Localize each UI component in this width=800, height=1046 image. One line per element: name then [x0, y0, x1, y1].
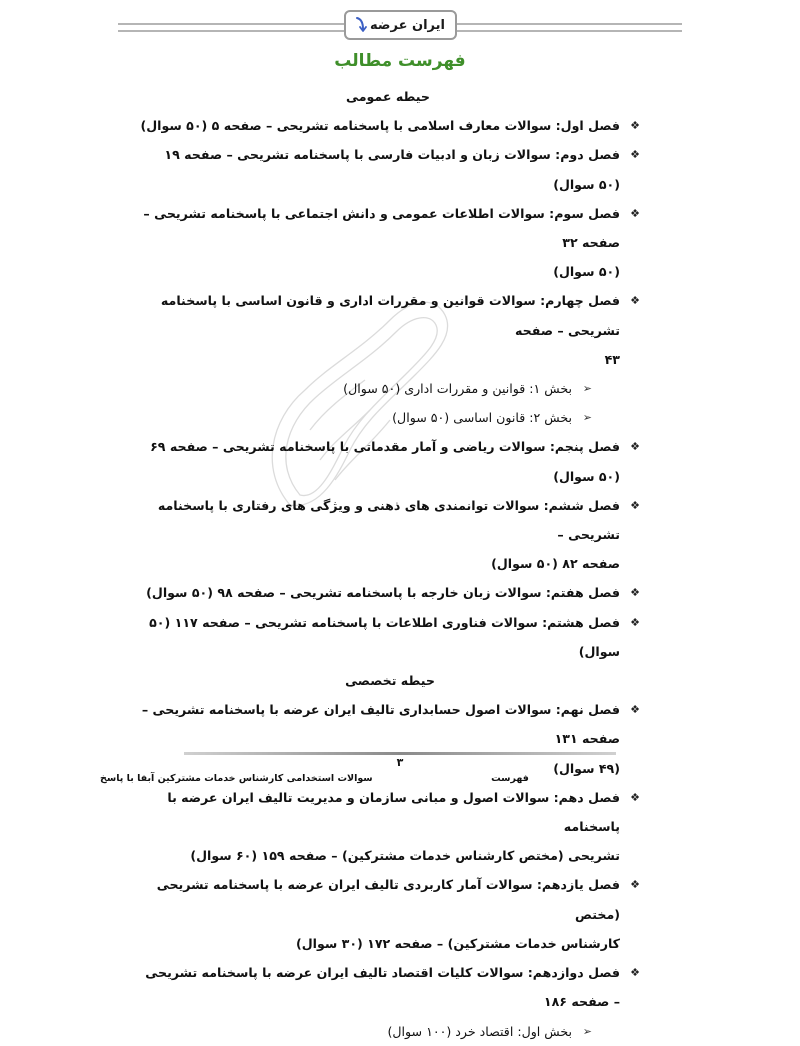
logo-text: ایران عرضه [370, 17, 445, 33]
toc-entry-chapter-12[interactable] [140, 958, 640, 1016]
toc-subentry-part-1[interactable] [140, 374, 640, 403]
four-diamond-bullet-icon: ❖ [630, 586, 640, 600]
toc-entry-continuation: (۵۰ سوال) [553, 264, 620, 280]
toc-entry-chapter-5[interactable] [140, 432, 640, 490]
toc-entry-chapter-8[interactable] [140, 608, 640, 666]
arrow-bullet-icon: ➢ [582, 382, 592, 396]
toc-entry-continuation: ۴۳ [604, 351, 620, 367]
toc-entry-chapter-2[interactable] [140, 140, 640, 198]
toc-entry-chapter-10[interactable] [140, 783, 640, 871]
footer-rule [184, 752, 616, 755]
toc-entry-text: فصل دهم: سوالات اصول و مبانی سازمان و مدیریت تالیف ایران عرضه با پاسخنامه [167, 789, 620, 835]
toc-entry-text: فصل اول: سوالات معارف اسلامی با پاسخنامه تشریحی – صفحه ۵ (۵۰ سوال) [140, 118, 620, 134]
toc-entry-chapter-6[interactable] [140, 491, 640, 579]
four-diamond-bullet-icon: ❖ [630, 148, 640, 162]
toc-entry-chapter-4[interactable] [140, 286, 640, 374]
toc-entry-text: فصل سوم: سوالات اطلاعات عمومی و دانش اجتماعی با پاسخنامه تشریحی – صفحه ۳۲ [143, 205, 620, 251]
four-diamond-bullet-icon: ❖ [630, 703, 640, 717]
section-heading-specialized: حیطه تخصصی [345, 673, 435, 689]
header-rule-left [118, 23, 344, 32]
toc-subentry-text: بخش اول: اقتصاد خرد (۱۰۰ سوال) [387, 1023, 572, 1039]
four-diamond-bullet-icon: ❖ [630, 790, 640, 804]
toc-entry-text: فصل ششم: سوالات توانمندی های ذهنی و ویژگی های رفتاری با پاسخنامه تشریحی – [157, 497, 620, 543]
toc-entry-text: فصل چهارم: سوالات قوانین و مقررات اداری و قانون اساسی با پاسخنامه تشریحی – صفحه [160, 293, 620, 338]
toc-entry-chapter-1[interactable] [140, 111, 640, 140]
toc-entry-continuation: تشریحی (مختص کارشناس خدمات مشترکین) – صفحه ۱۵۹ (۶۰ سوال) [190, 848, 620, 864]
toc-entry-chapter-9[interactable] [140, 695, 640, 783]
toc-entry-chapter-3[interactable] [140, 199, 640, 287]
logo-swoosh-icon [356, 16, 368, 34]
four-diamond-bullet-icon: ❖ [630, 206, 640, 220]
four-diamond-bullet-icon: ❖ [630, 440, 640, 454]
toc-entry-continuation: صفحه ۸۲ (۵۰ سوال) [491, 556, 620, 572]
toc-subentry-microeconomics[interactable] [140, 1017, 640, 1046]
section-heading-general: حیطه عمومی [346, 89, 430, 104]
footer-book-title: سوالات استخدامی کارشناس خدمات مشترکین آبفا با پاسخ [100, 773, 373, 784]
toc-entry-text: فصل هفتم: سوالات زبان خارجه با پاسخنامه تشریحی – صفحه ۹۸ (۵۰ سوال) [146, 585, 620, 601]
four-diamond-bullet-icon: ❖ [630, 966, 640, 980]
publisher-logo [344, 10, 457, 40]
toc-entry-text: فصل پنجم: سوالات ریاضی و آمار مقدماتی با پاسخنامه تشریحی – صفحه ۶۹ (۵۰ سوال) [150, 439, 620, 484]
toc-entry-text: فصل دوازدهم: سوالات کلیات اقتصاد تالیف ایران عرضه با پاسخنامه تشریحی – صفحه ۱۸۶ [145, 965, 620, 1010]
toc-subentry-text: بخش ۲: قانون اساسی (۵۰ سوال) [392, 410, 572, 426]
arrow-bullet-icon: ➢ [582, 411, 592, 425]
toc-entry-text: فصل دوم: سوالات زبان و ادبیات فارسی با پاسخنامه تشریحی – صفحه ۱۹ (۵۰ سوال) [164, 147, 620, 192]
toc-entry-chapter-11[interactable] [140, 870, 640, 958]
toc-entry-continuation: (۴۹ سوال) [553, 760, 620, 776]
toc-entry-chapter-7[interactable] [140, 578, 640, 607]
toc-subentry-text: بخش ۱: قوانین و مقررات اداری (۵۰ سوال) [343, 381, 572, 397]
arrow-bullet-icon: ➢ [582, 1024, 592, 1038]
footer-section-label: فهرست [491, 773, 529, 784]
four-diamond-bullet-icon: ❖ [630, 119, 640, 133]
four-diamond-bullet-icon: ❖ [630, 294, 640, 308]
page-title: فهرست مطالب [334, 51, 466, 71]
toc-entry-text: فصل هشتم: سوالات فناوری اطلاعات با پاسخنامه تشریحی – صفحه ۱۱۷ (۵۰ سوال) [149, 614, 620, 659]
four-diamond-bullet-icon: ❖ [630, 615, 640, 629]
four-diamond-bullet-icon: ❖ [630, 498, 640, 512]
page-number: ۳ [396, 756, 404, 769]
toc-entry-continuation: کارشناس خدمات مشترکین) – صفحه ۱۷۲ (۳۰ سوال) [295, 935, 620, 951]
toc-subentry-part-2[interactable] [140, 403, 640, 432]
toc-entry-text: فصل یازدهم: سوالات آمار کاربردی تالیف ایران عرضه با پاسخنامه تشریحی (مختص [156, 877, 620, 922]
toc-entry-text: فصل نهم: سوالات اصول حسابداری تالیف ایران عرضه با پاسخنامه تشریحی – صفحه ۱۳۱ [141, 702, 620, 747]
four-diamond-bullet-icon: ❖ [630, 878, 640, 892]
table-of-contents [140, 82, 640, 1046]
header-rule-right [457, 23, 682, 32]
